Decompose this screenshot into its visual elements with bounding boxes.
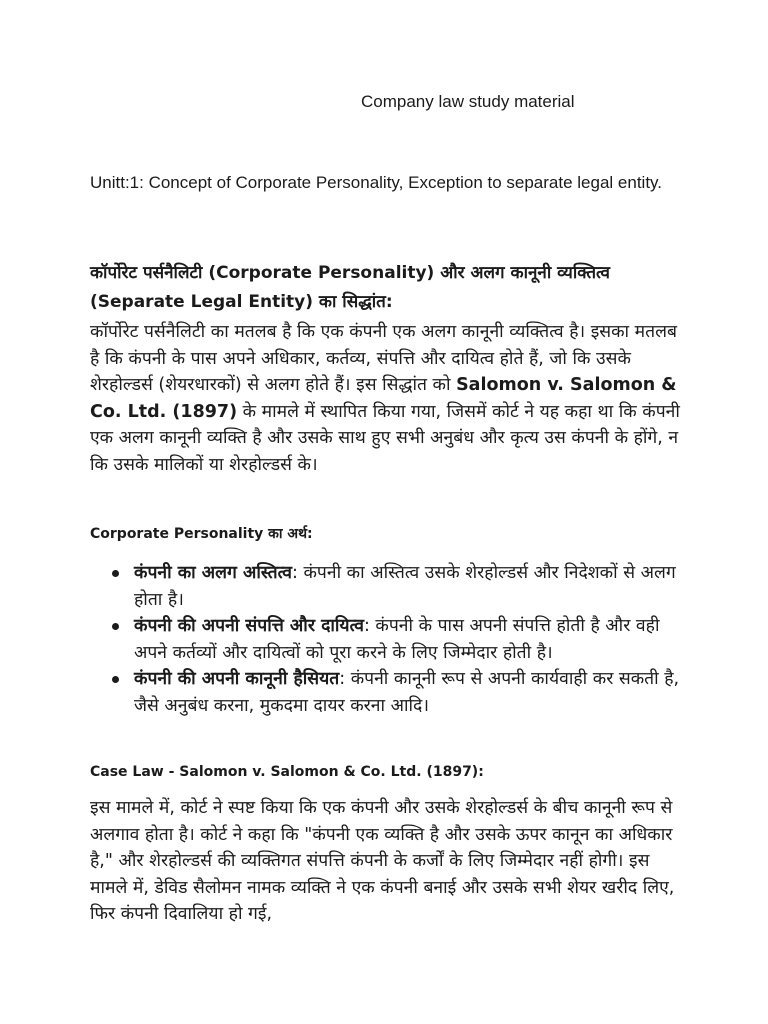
bullet-term: कंपनी की अपनी कानूनी हैसियत bbox=[134, 669, 340, 689]
unit-title: Unitt:1: Concept of Corporate Personality, Exception to separate legal entity. bbox=[90, 173, 663, 192]
bullet-dot-icon bbox=[112, 623, 119, 630]
case-law-paragraph: इस मामले में, कोर्ट ने स्पष्ट किया कि एक कंपनी और उसके शेरहोल्डर्स के बीच कानूनी रूप से अलगाव होता है। कोर्ट ने कहा कि "कंपनी एक व्यक्ति है और उसके ऊपर कानून का अधिकार है," और शेरहोल्डर्स की व्यक्तिगत संपत्ति कंपनी के कर्जों के लिए जिम्मेदार नहीं होगी। इस मामले में, डेविड सैलोमन नामक व्यक्ति ने एक कंपनी बनाई और उसके सभी शेयर खरीद लिए, फिर कंपनी दिवालिया हो गई, bbox=[90, 798, 675, 924]
case-law-heading: Case Law - Salomon v. Salomon & Co. Ltd. (1897): bbox=[90, 764, 484, 780]
bullet-item bbox=[90, 613, 690, 666]
bullet-text: : कंपनी कानूनी रूप से अपनी कार्यवाही कर सकती है, जैसे अनुबंध करना, मुकदमा दायर करना आदि। bbox=[134, 669, 680, 716]
intro-paragraph bbox=[90, 319, 690, 478]
intro-text-part1: कॉर्पोरेट पर्सनैलिटी का मतलब है कि एक कंपनी एक अलग कानूनी व्यक्तित्व है। इसका मतलब है कि कंपनी के पास अपने अधिकार, कर्तव्य, संपत्ति और दायित्व होते हैं, जो कि उसके शेरहोल्डर्स (शेयरधारकों) से अलग होते हैं। इस सिद्धांत को bbox=[90, 322, 677, 395]
intro-text-part2: के मामले में स्थापित किया गया, जिसमें कोर्ट ने यह कहा था कि कंपनी एक अलग कानूनी व्यक्ति है और उसके साथ हुए सभी अनुबंध और कृत्य उस कंपनी के होंगे, न कि उसके मालिकों या शेरहोल्डर्स के। bbox=[90, 401, 680, 475]
bullet-term: कंपनी का अलग अस्तित्व bbox=[134, 563, 293, 583]
bullet-dot-icon bbox=[112, 676, 119, 683]
intro-case-name: Salomon v. Salomon & Co. Ltd. (1897) bbox=[90, 375, 677, 422]
bullet-text: : कंपनी का अस्तित्व उसके शेरहोल्डर्स और निदेशकों से अलग होता है। bbox=[134, 563, 676, 610]
document-title: Company law study material bbox=[361, 92, 575, 111]
bullet-item bbox=[90, 560, 690, 613]
bullet-dot-icon bbox=[112, 570, 119, 577]
meaning-heading: Corporate Personality का अर्थ: bbox=[90, 526, 313, 542]
bullet-item bbox=[90, 666, 690, 719]
bullet-term: कंपनी की अपनी संपत्ति और दायित्व bbox=[134, 616, 364, 636]
section-heading: कॉर्पोरेट पर्सनैलिटी (Corporate Personality) और अलग कानूनी व्यक्तित्व (Separate Legal Entity) का सिद्धांत: bbox=[90, 263, 610, 312]
bullet-text: : कंपनी के पास अपनी संपत्ति होती है और वही अपने कर्तव्यों और दायित्वों को पूरा करने के लिए जिम्मेदार होती है। bbox=[134, 616, 660, 663]
meaning-bullet-list bbox=[90, 560, 690, 719]
